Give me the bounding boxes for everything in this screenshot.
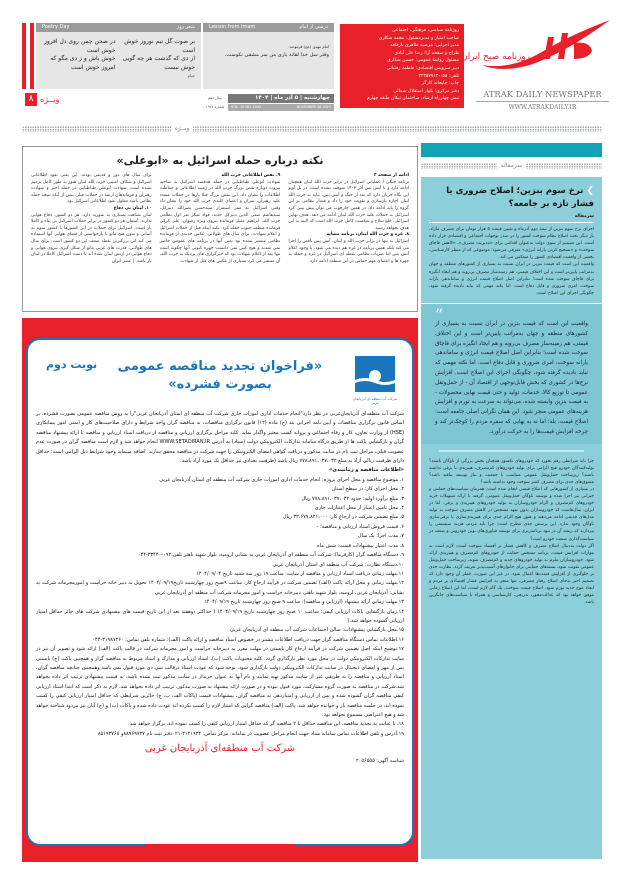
- poetry-box: [36, 23, 201, 89]
- poetry-label-fa: شعر روز: [176, 24, 195, 30]
- editorial-headline: ❯ نرخ سوم بنزین؛ اصلاح ضروری یا فشار تازه بر جامعه؟: [446, 186, 594, 209]
- editorial-paragraph: چرا باید شرایطی رقم بخورد که خودروهای تکسوز همچنان بخش بزرگی از ناوگان باشند؟ تولیدکنندگان خودرو هیچ الزامی برای تولید خودروهای کم‌مصرف، هیبریدی یا برقی نداشته باشند؟ زیرساخت حمل‌ونقل عمومی متناسب با جمعیت و نیاز توسعه نیافته باشد؟ مشوق‌های جدی برای مصرف کمتر سوخت وجود نداشته باشد؟: [429, 458, 594, 485]
- svg-text:روزنامه صبح ایران: روزنامه صبح ایران: [461, 52, 530, 62]
- poem-verse-right: بر صوت گل تیم نوروز خوش است از دی که گذشت هر چه گویی خوش نیست خیام: [122, 38, 195, 79]
- section-rule: ویــژه: [22, 126, 602, 132]
- page-section-name: ویــژه: [40, 95, 60, 104]
- atrak-logo-icon: [461, 15, 615, 77]
- editorial-kicker: سرمقاله: [574, 214, 594, 219]
- ad-title: «فراخوان تجدید مناقصه عمومی بصورت فشرده»: [117, 359, 323, 392]
- editorial-paragraph: اجرای نرخ سوم بنزین از نیمه دوم آذرماه و تعیین قیمت ۵ هزار تومان برای مصرف مازاد، بار دیگر بحث اصلاح نظام سوخت کشور را در صدر توجهات اجتماعی و اقتصادی قرار داده است. این تصمیم از سوی دولت به‌عنوان اقدامی برای «مدیریت مصرف»، «کاهش قاچاق سوخت» و «تصحیح کردن یارانه انرژی» معرفی می‌شود؛ موضوعی که از منظر کارشناسی، بخشی از واقعیت اقتصادی کشور را منعکس می کند.: [429, 227, 594, 261]
- lesson-box: [203, 23, 334, 89]
- article-column-1: ادامه از صفحه ۲ برنامه جنگی / عملیاتی اسرائیل در برابر حزب الله لبنان همچنان ادامه دارد و با آتش بس آذر ۱۴۰۳ متوقف نشده است. در تل آویو این نگاه جریان دارد که بعد از جنگ و آتش بس، نباید به حزب الله لبنان اجازه بازسازی و تقویت خود را داد و فشار نظامی بر این گروه را باید ادامه داد. در همین چارچوب می توان پیش بینی کرد اسرائیل به حملات علیه حزب الله لبنان ادامه می دهد. هدف نهایی اسرائیل، خلع سلاح و شکست کامل حزب الله است که البته به این هدف نخواهد رسید. ۸. غزه و حزب الله لبنان، برنامه مشابه اسرائیل نه تنها در برابر حزب الله و لبنان، آتش بس ناقص را اجرا می کند بلکه همین برنامه در غزه هم دیده می شود. با وجود اعلام آتش بس اما ضربات نظامی نقطه ای اسرائیل در غزه و حمله به چهره ها و اعضای مهم حماس در این منطقه ادامه دارد.: [288, 173, 409, 264]
- lesson-intro: امام مهدی (عج) فرمودند:: [288, 44, 329, 49]
- article-title: نکته درباره حمله اسرائیل به «ابوعلی»: [116, 154, 324, 167]
- quote-mark-icon: ”: [435, 304, 444, 324]
- logo-en-name: ATRAK DAILY NEWSPAPER: [483, 89, 602, 99]
- ad-code: شناسه آگهی: ۲۰۵۶۵۵۵: [355, 758, 404, 765]
- volume-info: VOL. 10 NO. 1942 NOVEMBER 26 2025: [228, 104, 334, 111]
- logo-url: WWW.ATRAKDAILY.IR: [508, 104, 577, 111]
- main-article: [22, 146, 418, 312]
- issue-date: چهارشنبه | ۵ آذر ماه | ۱۴۰۴: [228, 94, 334, 103]
- masthead-credits: روزنامه سیاسی، فرهنگی، اجتماعی صاحب امتیاز و مدیرمسئول: محمد شکاری مدیر اجرایی: مرضیه طاهری بازقلعه طراح و صفحه آرا: رضا علی آبادی مسئول روابط عمومی: حسین شکاری دبیر سرویس اقتصادی: فاطمه رفتیانی تلفن: ۰۵۸-۳۲۲۵۷۷۱۲ چاپ: چاپخانه کارگر دفتر مرکزی: بلوار استقلال شمالی نبش چهارراه ارشاد، ساختمان نیکان طبقه چهارم: [339, 23, 465, 109]
- ad-bottom-notch: [132, 844, 308, 862]
- lesson-label-fa: درسی از امام: [299, 24, 328, 30]
- article-column-2: ۹. نقص اطلاعاتی حزب الله شهادت ابوعلی طباطبایی در حمله هدفمند اسرائیل به ضاحیه بیروت دوباره نقص بزرگ حزب الله در زمینه اطلاعاتی و حفاظت اطلاعات را نشان داد. این نقص بزرگ قبلا بارها در حملات متعدد علیه رهبران، سران و اعضای کلیدی حزب الله خود را نشان داد وقتی اسرائیل به مقر استقرار سیدحسن نصرالله دبیرکل، سیدهاشم صفی الدین دبیرکل جدید، فواد شکر نفر اول نظامی حزب الله، ابراهیم عقیل فرمانده نیروی ویژه رضوان، علی کرکی فرمانده منطقه جنوب حمله کرد. نکته اینکه قبل از حملات اسرائیل و اعلام شهادت، برای سال های طولانی، عکس جدیدی از فرمانده نظامی منتشر نشده بود یعنی آنها در برنامه های عمومی حاضر نمی شدند و هیچ کس نمی دانست چهره کنونی آنها چگونه است تنها بعد از اعلام شهادت بود که خبرگزاری های نزدیک به حزب الله، آن منتشر می کرد بسیاری از عکس های قبل از شهادت.: [159, 173, 281, 264]
- water-company-logo: شرکت آب منطقه ای آذربایجان غربی: [350, 350, 400, 420]
- chevron-icon: ❯: [583, 186, 594, 196]
- editorial-pullquote: ” واقعیت این است که قیمت بنزین در ایران نسبت به بسیاری از کشورهای منطقه و جهان به‌مراتب پایین‌تر است و این اختلاف قیمتی، هم زمینه‌ساز مصرف بی‌رویه و هم ایجاد انگیزه برای قاچاق سوخت شده است؛ بنابراین اصل اصلاح قیمت انرژی و ساماندهی یارانه سوخت، امری ضروری و قابل دفاع است. اما نکته مهمی که نباید نادیده گرفته شود، چگونگی اجرای این اصلاح است. افزایش نرخ‌ها در کشوری که بخش قابل‌توجهی از اقتصاد آن - از حمل‌ونقل عمومی تا توزیع کالا، خدمات، تولید و حتی قیمت نهایی محصولات - به قیمت بنزین وابسته شده، می‌تواند به سرعت به تورم و افزایش هزینه‌های عمومی منجر شود. این همان نگرانی اصلی جامعه است: اصلاح قیمت، بله؛ اما نه به بهایی که سفره مردم را کوچک‌تر کند و چرخه افزایش قیمت‌ها را به حرکت درآورد.: [421, 303, 602, 444]
- editorial-rule-label: سرمقاله: [497, 162, 526, 170]
- tender-advertisement: [22, 318, 418, 862]
- ad-body: شرکت آب منطقه‌ای آذربایجان‌غربی در نظر دارد"انجام خدمات اداری امورات جاری شرکت آب منطقه ای استان آذربایجان غربی"را به روش مناقصه عمومی بصورت فشرده، بر اساس قانون برگزاری مناقصات و آیین نامه اجرایی بند (ج) ماده (۱۲) قانون برگزاری مناقصات، به مناقصه گران واجد شرایط و دارای صلاحیت‌های کار و ایمنی امور پیمانکاری (HSE) از وزارت تعاون، کار و رفاه اجتماعی و پروانه کسب معتبر واگذار نماید. کلیه مراحل برگزاری ارزیابی و مناقصه از دریافت اسناد ارزیابی و مناقصه تا ارائه پیشنهاد مناقصه گران و بازگشایی پاکت ها از طریق درگاه سامانه تدارکات الکترونیکی دولت (ستاد) به آدرس WWW.SETADIRAN.IR انجام خواهد شد و لازم است مناقصه گران در صورت عدم عضویت قبلی، مراحل ثبت نام در سایت مذکور و دریافت گواهی امضای الکترونیکی را جهت شرکت در مناقصه محقق سازند. اضافه مینماید وجود شرایط ذیل الزامی است: حداقل دارای ظرفیت ریالی آزاد به مبلغ ۷۷۸،۸۹۱،۰۳۷،۰۳۲ ریال باشد (ظرفیت تعدادی نیز حداقل یک مورد آزاد باشد. «اطلاعات مناقصه و زمانبندی» ۱. موضوع مناقصه و محل اجرای پروژه: انجام خدمات اداری امورات جاری شرکت آب منطقه ای استان آذربایجان غربی ۲. محل اجرای کار: در سطح استان ۳. مبلغ برآورد اولیه: حدود ۷۷۸،۸۹۱،۰۳۷،۰۳۲ ریال ۴. محل تامین اعتبار از محل اعتبارات جاری ۵. مبلغ تضمین شرکت در ارجاع کار: ۳۲،۶۷۷،۸۲۱،۰۰۰ ریال ۶. قیمت فروش اسناد ارزیابی و مناقصه: - ۷. مدت اجرا: یک سال ۸. مدت اعتبار پیشنهادات قیمت: شش ماه ۹. دستگاه مناقصه گزار (کارفرما): شرکت آب منطقه ای آذربایجان غربی به نشانی ارومیه، بلوار شهید باهنر تلفن:۰۹۲-۳۳۴۴۰-۰۴۴ ۱۰.دستگاه نظارت: شرکت آب منطقه ای استان آذربایجان غربی ۱۱.مهلت زمانی دریافت اسناد ارزیابی و مناقصه از سایت: ساعت ۱۹ روز سه شنبه تاریخ ۱۴۰۴/۰۹/۰۴ ۱۲.مهلت زمانی و محل ارائه پاکت (الف) تضمین شرکت در فرآیند ارجاع کار: ساعت ۹صبح روز چهارشنبه تاریخ۱۴۰۴/۰۹/۱۹ تحویل به دبیر خانه حراست و امورمحرمانه شرکت به نشانی: آذربایجان غربی، ارومیه، بلوار شهید باهنر، دبیرخانه حراست و امور محرمانه شرکت آب منطقه ای آذربایجان غربی ۱۳.مهلت زمانی ارائه پیشنهاد (ارزیابی و مناقصه): ساعت ۹ صبح روز چهارشنبه تاریخ ۱۴۰۴/۰۹/۱۹ ۱۴.زمان بازگشایی پاکات ارزیابی کیفی: ساعت ۱۰ صبح روز چهارشنبه تاریخ ۱۴۰۴/۰۹/۱۹ ( حداکثر دوهفته بعد از این تاریخ قیمت های پیشنهادی شرکت های حائز حداقل امتیاز ارزیابی گشوده خواهد شد.) ۱۵.محل بازگشایی پیشنهادات: سالن اجتماعات شرکت آب منطقه ای آذربایجان غربی ۱۶.اطلاعات تماس دستگاه مناقصه گزار جهت دریافت اطلاعات بیشتر در خصوص اسناد مناقصه و ارائه پاکت (الف): شماره تلفن تماس: ۳۱۹۸۷۲۶۰-۰۴۴ ۱۷.توضیح اینکه اصل تضمین شرکت در فرآیند ارجاع کار بایستی در مهلت مقرر به دبیرخانه حراست و امور محرمانه شرکت در قالب پاکت (الف) ارائه شود و تصویر آن نیز در سایت تدارکات الکترونیکی دولت در محل مورد نظر بارگذاری گردد. کلیه محتویات پاکت (ب)، اسناد ارزیابی و مدارک و اسناد مربوط به مناقصه گزار و همچنین پاکت (ج) بایستی پس از مهر و امضای دیجیتال در سایت تدارکات الکترونیکی دولت بارگذاری شود. توجه شود که عودت اسناد درقالب سی دی مورد قبول نمی باشد وهمچنین چنانچه مناقصه گران، اسناد ارزیابی و مناقصه را به طریقی غیر از سایت مذکور تهیه نمایند و نام آنها به عنوان خریدار در سایت مذکور ثبت نشده باشد، به قیمت پیشنهادی ترتیب اثر داده نخواهد شد.شرکت در مناقصه به صورت گروه مشارکت، مورد قبول نبوده و در صورت ارائه پیشنهاد به صورت مذکور، ترتیب اثر داده نخواهد شد. لازم به ذکر است که ابتدا اسناد ارزیابی کیفی مناقصه گران گشوده شده و پس از ارزیابی و امتیازدهی به مناقصه گران، پیشنهادات قیمت (پاکات الف، ب، ج) حائزین شرایطی که حداقل امتیاز ارزیابی کیفی را کسب نموده اند، در جلسه مناقصه باز و خوانده خواهد شد. پاکت (الف) مناقصه گرانی که امتیاز لازم را کسب نکرده اند عودت داده شده و پاکات (ب) و (ج) آنان نیز مردود شناخته خواهد شد و هیچ اعتراضی مسموع نخواهد بود. ۱۸. با عنایت به تجدید مناقصه، این مناقصه حداقل با ۲ مناقصه گر که حداقل امتیاز ارزیابی کیفی را کسب نموده اند، برگزار خواهد شد. ۱۹.آدرس و تلفن اطلاعات تماس سامانه ستاد جهت انجام مراحل عضویت در سامانه: مرکز تماس: ۲۱۴۱۹۳۴-۰۲۱دفتر ثبت نام ۸۸۹۶۹۷۳۷و ۸۵۱۹۳۷۶۸: [36, 411, 405, 737]
- ad-signature: شرکت آب منطقه‌ای آذربایجان غربی: [144, 743, 296, 755]
- teal-bar: [421, 143, 602, 157]
- editorial-paragraph: در بسیاری از کشورهایی که اصلاح قیمتی انجام شده است، همزمان سیاست‌های حمایتی و جبرانی نیز اجرا شده و توسعه ناوگان حمل‌ونقل عمومی، گرفته تا ارائه تسهیلات خرید خودروهای کم‌مصرف و الزام خودروسازان به تولید خودروهای هیبریدی و برقی. اما در ایران، سال‌هاست که خودروسازان بدون تعهد مشخص در کاهش مصرف سوخت به تولید مدل‌های قدیمی ادامه می‌دهند و هنوز هیچ الزام جدی برای هیبریدی‌سازی یا برقی‌سازی ناوگان وجود ندارد. این پرسش جدی مطرح است: چرا باید مردم، هزینه سیستمی را بپردازند که ریشه آن در نبود برنامه‌ریزی برای توسعه فناوری‌های نوین خودرویی و ضعف در سیاست‌گذاری صنعت خودرو است؟: [429, 486, 594, 542]
- issue-meta: سال دهم شماره ۱۹۴۲: [205, 96, 225, 109]
- editorial-paragraph: اگر دولت به‌دنبال اصلاح مصرف و کاهش فشار بر اقتصاد سوخت است، لازم است به موازات افزایش قیمت، برنامه مشخص حمایت از خودروهای کم‌مصرف و هیبریدی ارائه شود. خودروسازان ملزم به تولید خودروهای جدید و کم‌مصرف شوند، زیرساخت حمل‌ونقل عمومی تقویت شود، بسته‌های حمایتی برای خانوارهای آسیب‌پذیر تعریف گردد. نظارت جدی بر جلوگیری از افزایش قیمت‌ها اعمال شود. در غیر این صورت، خطر آن وجود دارد که تصمیم اخیر به‌جای اصلاح رفتار مصرفی، تنها منجر به افزایش فشار اقتصادی بر مردم و ایجاد موج جدید تورم شود. اصلاح قیمت سوخت، یک گام لازم است، اما این اصلاح زمانی موفق خواهد بود که عدالت‌محور، تدریجی، کارشناسی و همراه با سیاست‌های جایگزین باشد.: [429, 543, 594, 606]
- editorial-sidebar: [421, 143, 602, 859]
- lesson-label-en: Lesson from Imam: [209, 24, 256, 30]
- water-drop-logo-icon: [353, 350, 397, 396]
- ad-round-label: نوبت دوم: [46, 358, 98, 371]
- lesson-quote: وقتر سل خدا لقانه باری من سر مشقی نکوست.: [224, 52, 329, 58]
- article-column-3: برای سال های دور و قدیمی بودند. این یعنی نفوذ اطلاعاتی اسرائیل و شکاف امنیتی حزب الله لبنان هنوز به طور کامل ترمیم نشده است. شهادت ابوعلی طباطبایی در حمله اخیر و شهادت رهبران و فرماندهان ارشد در حملات قبلی بیش از آنکه نتیجه حمله نظامی باشد معلول نفوذ اطلاعاتی اسرائیل بود. ۱۰. لبنان بی دفاع لبنان شباهت بسیاری به سوریه دارد. هر دو کشور، دفاع هوایی ندارند. آسمان هر دو کشور در برابر حملات اسرائیل بی پناه و کاملا باز است. اسرائیل برای حملات در این کشورها با کشور سوم به آسانی و بدون هیچ مانع یا بازخواستی از فضای هوایی آنها استفاده می کند این بزرگترین نقطه ضعف این دو کشور است. برای سال های طولانی، قدرت های غربی مانع از شکل گیری نیروی هوایی و دفاع هوایی در ارتش لبنان شده اند تا دست اسرائیل کاملا در لبنان باز باشد. | عصر ایران: [30, 173, 152, 264]
- editorial-paragraph: واقعیت این است که قیمت بنزین در ایران نسبت به بسیاری از کشورهای منطقه و جهان به‌مراتب پایین‌تر است و این اختلاف قیمتی، هم زمینه‌ساز مصرف بی‌رویه و هم ایجاد انگیزه برای قاچاق سوخت شده است؛ بنابراین اصل اصلاح قیمت انرژی و ساماندهی یارانه سوخت، امری ضروری و قابل دفاع است. اما نکته مهمی که نباید نادیده گرفته شود، چگونگی اجرای این اصلاح است.: [429, 262, 594, 296]
- page-number: ۸: [25, 93, 37, 106]
- poem-verse-left: در صحن چمن روی دل افروز خوش است خوش باش و ز دی مگو که امروز خوش است: [43, 38, 116, 71]
- newspaper-logo: [461, 15, 615, 111]
- poetry-label-en: Poetry Day: [42, 24, 70, 30]
- decorative-red-bars: [22, 23, 34, 89]
- ad-top-notch: [132, 318, 308, 336]
